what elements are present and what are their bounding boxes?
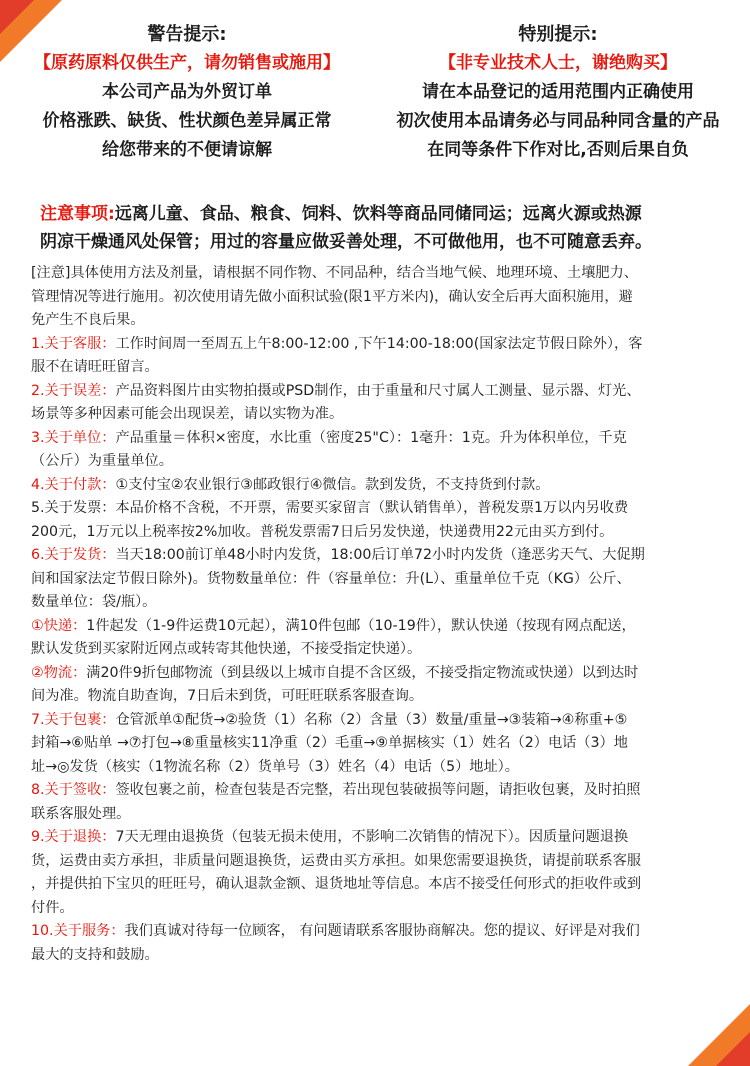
section-line: 默认发货到买家附近网点或转寄其他快递，不接受指定快递）。 <box>31 641 422 657</box>
special-highlight: 【非专业技术人士，谢绝购买】 <box>439 53 677 73</box>
section-label: ①快递： <box>31 617 87 634</box>
precautions-text: 远离儿童、食品、粮食、饲料、饮料等商品同储同运；远离火源或热源 <box>114 204 642 224</box>
section-service <box>31 920 731 967</box>
section-line: 数量单位：袋/瓶）。 <box>31 594 157 610</box>
warning-column <box>12 20 362 165</box>
section-line: 址→◎发货（核实（1物流名称（2）货单号（3）姓名（4）电话（5）地址）。 <box>31 758 519 775</box>
section-line: 我们真诚对待每一位顾客， 有问题请联系客服协商解决。您的提议、好评是对我们 <box>124 923 640 939</box>
section-line: 满20件9折包邮物流（到县级以上城市自提不含区级，不接受指定物流或快递）以到达时 <box>86 664 639 681</box>
warning-line: 价格涨跌、缺货、性状颜色差异属正常 <box>42 111 332 131</box>
special-heading: 特别提示: <box>518 24 598 45</box>
section-line: 联系客服处理。 <box>31 805 131 822</box>
section-line: 间为准。物流自助查询，7日后未到货，可旺旺联系客服查询。 <box>31 688 424 704</box>
section-line: 7天无理由退换货（包装无损未使用，不影响二次销售的情况下）。因质量问题退换 <box>115 829 629 845</box>
section-payment <box>31 474 731 498</box>
section-line: 付件。 <box>31 899 74 916</box>
section-line: 1件起发（1-9件运费10元起），满10件包邮（10-19件），默认快递（按现有网点配送， <box>86 617 636 634</box>
section-returns <box>31 826 731 920</box>
warning-highlight: 【原药原料仅供生产，请勿销售或施用】 <box>34 53 340 73</box>
section-label: 2.关于误差： <box>31 382 116 399</box>
section-label: 7.关于包裹： <box>31 711 116 728</box>
precautions-line-2: 阴凉干燥通风处保管；用过的容量应做妥善处理，不可做他用，也不可随意丢弃。 <box>40 232 652 252</box>
section-line: （公斤）为重量单位。 <box>31 453 173 469</box>
section-line: 最大的支持和鼓励。 <box>31 946 159 963</box>
section-logistics <box>31 662 731 709</box>
precautions-label: 注意事项: <box>40 204 115 224</box>
special-line: 初次使用本品请务必与同品种同含量的产品 <box>396 111 720 131</box>
section-line: 间和国家法定节假日除外)。货物数量单位：件（容量单位：升(L）、重量单位千克（KG）公斤、 <box>31 570 631 587</box>
precautions-block <box>40 200 730 256</box>
intro-paragraph <box>31 262 731 333</box>
intro-line: 免产生不良后果。 <box>31 312 145 328</box>
section-line: 仓管派单①配货→②验货（1）名称（2）含量（3）数量/重量→③装箱→④称重+⑤ <box>115 711 628 728</box>
section-line: 产品重量＝体积×密度，水比重（密度25"C）：1毫升：1克。升为体积单位，千克 <box>115 429 627 446</box>
section-line: ，并提供拍下宝贝的旺旺号，确认退款金额、退货地址等信息。本店不接受任何形式的拒收件或到 <box>31 876 642 892</box>
section-label: ②物流： <box>31 664 87 681</box>
special-line: 在同等条件下作对比,否则后果自负 <box>427 140 689 160</box>
section-label: 3.关于单位： <box>31 429 116 446</box>
intro-line: [注意]具体使用方法及剂量，请根据不同作物、不同品种，结合当地气候、地理环境、土壤肥力、 <box>31 265 638 281</box>
section-line: 200元，1万元以上税率按2%加收。普税发票需7日后另发快递，快递费用22元由买方到付。 <box>31 523 614 540</box>
terms-body <box>31 262 731 967</box>
section-line: 5.关于发票：本品价格不含税，不开票，需要买家留言（默认销售单），普税发票1万以内另收费 <box>31 500 629 516</box>
section-customer-service <box>31 333 731 380</box>
section-line: 工作时间周一至周五上午8:00-12:00 ,下午14:00-18:00(国家法定节假日除外），客 <box>115 335 643 352</box>
intro-line: 管理情况等进行施用。初次使用请先做小面积试验(限1平方米内)，确认安全后再大面积施用，避 <box>31 288 633 305</box>
section-line: 服不在请旺旺留言。 <box>31 359 159 375</box>
section-line: 货，运费由卖方承担，非质量问题退换货，运费由买方承担。如果您需要退换货，请提前联系客服 <box>31 852 642 869</box>
section-line: 产品资料图片由实物拍摄或PSD制作，由于重量和尺寸属人工测量、显示器、灯光、 <box>115 382 641 399</box>
section-line: 封箱→⑥贴单 →⑦打包→⑧重量核实11净重（2）毛重→⑨单据核实（1）姓名（2）电话（3）地 <box>31 735 628 751</box>
warning-heading: 警告提示: <box>147 24 227 45</box>
section-label: 10.关于服务： <box>31 923 125 939</box>
header-notices <box>0 20 750 192</box>
section-label: 8.关于签收： <box>31 782 116 798</box>
corner-decoration-bottom-right-inner <box>716 1032 750 1066</box>
precautions-line-1 <box>40 200 730 228</box>
section-line: 场景等多种因素可能会出现误差，请以实物为准。 <box>31 406 344 422</box>
section-label: 1.关于客服： <box>31 335 116 352</box>
warning-line: 本公司产品为外贸订单 <box>102 82 272 102</box>
section-label: 6.关于发货： <box>31 547 116 563</box>
warning-line: 给您带来的不便请谅解 <box>102 140 272 160</box>
section-express <box>31 615 731 662</box>
section-line: 签收包裹之前，检查包装是否完整，若出现包装破损等问题，请拒收包裹，及时拍照 <box>115 782 641 798</box>
section-units <box>31 427 731 474</box>
section-line: 当天18:00前订单48小时内发货，18:00后订单72小时内发货（逢恶劣天气、大促期 <box>115 547 645 563</box>
section-label: 9.关于退换： <box>31 829 116 845</box>
section-label: 4.关于付款： <box>31 476 116 493</box>
special-column <box>378 20 738 165</box>
special-line: 请在本品登记的适用范围内正确使用 <box>422 82 694 102</box>
section-invoice <box>31 497 731 544</box>
section-shipping <box>31 544 731 615</box>
section-package <box>31 709 731 780</box>
section-error <box>31 380 731 427</box>
section-line: ①支付宝②农业银行③邮政银行④微信。款到发货，不支持货到付款。 <box>115 476 550 493</box>
section-receipt <box>31 779 731 826</box>
